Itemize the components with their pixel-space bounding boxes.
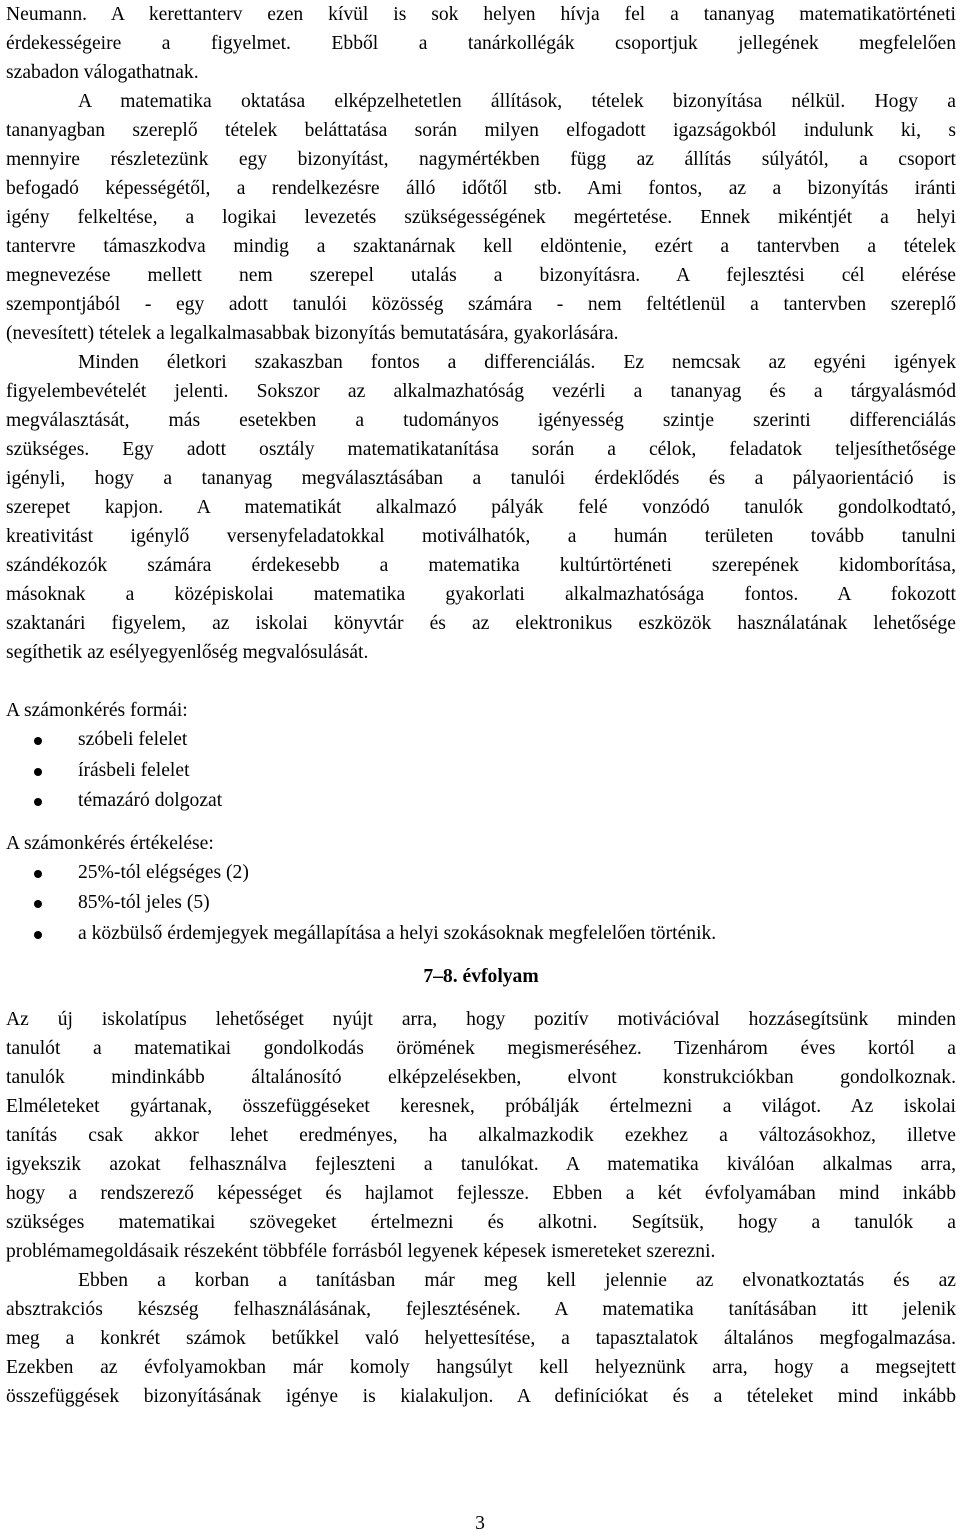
document-page bbox=[6, 0, 956, 1411]
text-line: összefüggések bizonyításának igénye is kialakuljon. A definíciókat és a tételeket mind inkább bbox=[6, 1386, 956, 1407]
text-line: megválasztását, más esetekben a tudományos igényesség szintje szerinti differenciálás bbox=[6, 410, 956, 431]
text-line: mennyire részletezünk egy bizonyítást, nagymértékben függ az állítás súlyától, a csoport bbox=[6, 149, 956, 170]
text-line: érdekességeire a figyelmet. Ebből a tanárkollégák csoportjuk jellegének megfelelően bbox=[6, 33, 956, 54]
intro-paragraph bbox=[6, 0, 956, 87]
text-line: problémamegoldásaik részeként többféle forrásból legyenek képesek ismereteket szerezni. bbox=[6, 1241, 716, 1262]
text-line: tanulót a matematikai gondolkodás örömének megismeréséhez. Tizenhárom éves kortól a bbox=[6, 1038, 956, 1059]
text-line: megnevezése mellett nem szerepel utalás a bizonyításra. A fejlesztési cél elérése bbox=[6, 265, 956, 286]
section-heading: 7–8. évfolyam bbox=[423, 966, 539, 987]
text-line: igény felkeltése, a logikai levezetés szükségességének megértetése. Ennek mikéntjét a helyi bbox=[6, 207, 956, 228]
text-line: meg a konkrét számok betűkkel való helyettesítése, a tapasztalatok általános megfogalmazása. bbox=[6, 1328, 956, 1349]
text-line: igyekszik azokat felhasználva fejleszteni a tanulókat. A matematika kiválóan alkalmas arra, bbox=[6, 1154, 956, 1175]
text-line: másoknak a középiskolai matematika gyakorlati alkalmazhatósága fontos. A fokozott bbox=[6, 584, 956, 605]
text-line: szabadon válogathatnak. bbox=[6, 62, 199, 83]
text-line: szaktanári figyelem, az iskolai könyvtár és az elektronikus eszközök használatának lehetősége bbox=[6, 613, 956, 634]
page-number: 3 bbox=[475, 1513, 485, 1534]
text-line: A matematika oktatása elképzelhetetlen állítások, tételek bizonyítása nélkül. Hogy a bbox=[78, 91, 956, 112]
grade-paragraph bbox=[6, 1005, 956, 1266]
text-line: szükséges matematikai szövegeket értelmezni és alkotni. Segítsük, hogy a tanulók a bbox=[6, 1212, 956, 1233]
abstraction-paragraph bbox=[6, 1266, 956, 1411]
text-line: befogadó képességétől, a rendelkezésre álló időtől stb. Ami fontos, az a bizonyítás iránti bbox=[6, 178, 956, 199]
list-item: 85%-tól jeles (5) bbox=[6, 888, 956, 919]
text-line: Ebben a korban a tanításban már meg kell jelennie az elvonatkoztatás és az bbox=[78, 1270, 956, 1291]
list-item: 25%-tól elégséges (2) bbox=[6, 858, 956, 889]
list-item: a közbülső érdemjegyek megállapítása a helyi szokásoknak megfelelően történik. bbox=[6, 919, 956, 950]
assessment-grading-heading: A számonkérés értékelése: bbox=[6, 832, 214, 854]
text-line: szerepet kapjon. A matematikát alkalmazó pályák felé vonzódó tanulók gondolkodtató, bbox=[6, 497, 956, 518]
differentiation-paragraph bbox=[6, 348, 956, 667]
text-line: tanulók mindinkább általánosító elképzelésekben, elvont konstrukciókban gondolkoznak. bbox=[6, 1067, 956, 1088]
text-line: hogy a rendszerező képességet és hajlamot fejlessze. Ebben a két évfolyamában mind inkább bbox=[6, 1183, 956, 1204]
text-line: tanítás csak akkor lehet eredményes, ha alkalmazkodik ezekhez a változásokhoz, illetve bbox=[6, 1125, 956, 1146]
text-line: (nevesített) tételek a legalkalmasabbak bizonyítás bemutatására, gyakorlására. bbox=[6, 323, 619, 344]
text-line: igényli, hogy a tananyag megválasztásában a tanulói érdeklődés és a pályaorientáció is bbox=[6, 468, 956, 489]
text-line: Neumann. A kerettanterv ezen kívül is sok helyen hívja fel a tananyag matematikatörténeti bbox=[6, 4, 956, 25]
text-line: absztrakciós készség felhasználásának, fejlesztésének. A matematika tanításában itt jelenik bbox=[6, 1299, 956, 1320]
proof-paragraph bbox=[6, 87, 956, 348]
text-line: szempontjából - egy adott tanulói közösség számára - nem feltétlenül a tantervben szereplő bbox=[6, 294, 956, 315]
text-line: Az új iskolatípus lehetőséget nyújt arra, hogy pozitív motivációval hozzásegítsünk minden bbox=[6, 1009, 956, 1030]
text-line: segíthetik az esélyegyenlőség megvalósulását. bbox=[6, 642, 369, 663]
assessment-grading-list bbox=[6, 858, 956, 950]
text-line: szükséges. Egy adott osztály matematikatanítása során a célok, feladatok teljesíthetősége bbox=[6, 439, 956, 460]
text-line: Elméleteket gyártanak, összefüggéseket keresnek, próbálják értelmezni a világot. Az iskolai bbox=[6, 1096, 956, 1117]
list-item: témazáró dolgozat bbox=[6, 786, 956, 817]
text-line: szándékozók számára érdekesebb a matematika kultúrtörténeti szerepének kidomborítása, bbox=[6, 555, 956, 576]
assessment-grading-section bbox=[6, 829, 956, 950]
assessment-forms-section bbox=[6, 696, 956, 817]
text-line: kreativitást igénylő versenyfeladatokkal motiválhatók, a humán területen tovább tanulni bbox=[6, 526, 956, 547]
text-line: tantervre támaszkodva mindig a szaktanárnak kell eldöntenie, ezért a tantervben a tételek bbox=[6, 236, 956, 257]
assessment-forms-list bbox=[6, 725, 956, 817]
assessment-forms-heading: A számonkérés formái: bbox=[6, 700, 188, 721]
list-item: szóbeli felelet bbox=[6, 725, 956, 756]
text-line: Minden életkori szakaszban fontos a differenciálás. Ez nemcsak az egyéni igények bbox=[78, 352, 956, 373]
text-line: figyelembevételét jelenti. Sokszor az alkalmazhatóság vezérli a tananyag és a tárgyalásmód bbox=[6, 381, 956, 402]
text-line: tananyagban szereplő tételek beláttatása során milyen elfogadott igazságokból indulunk ki, s bbox=[6, 120, 956, 141]
list-item: írásbeli felelet bbox=[6, 756, 956, 787]
text-line: Ezekben az évfolyamokban már komoly hangsúlyt kell helyeznünk arra, hogy a megsejtett bbox=[6, 1357, 956, 1378]
